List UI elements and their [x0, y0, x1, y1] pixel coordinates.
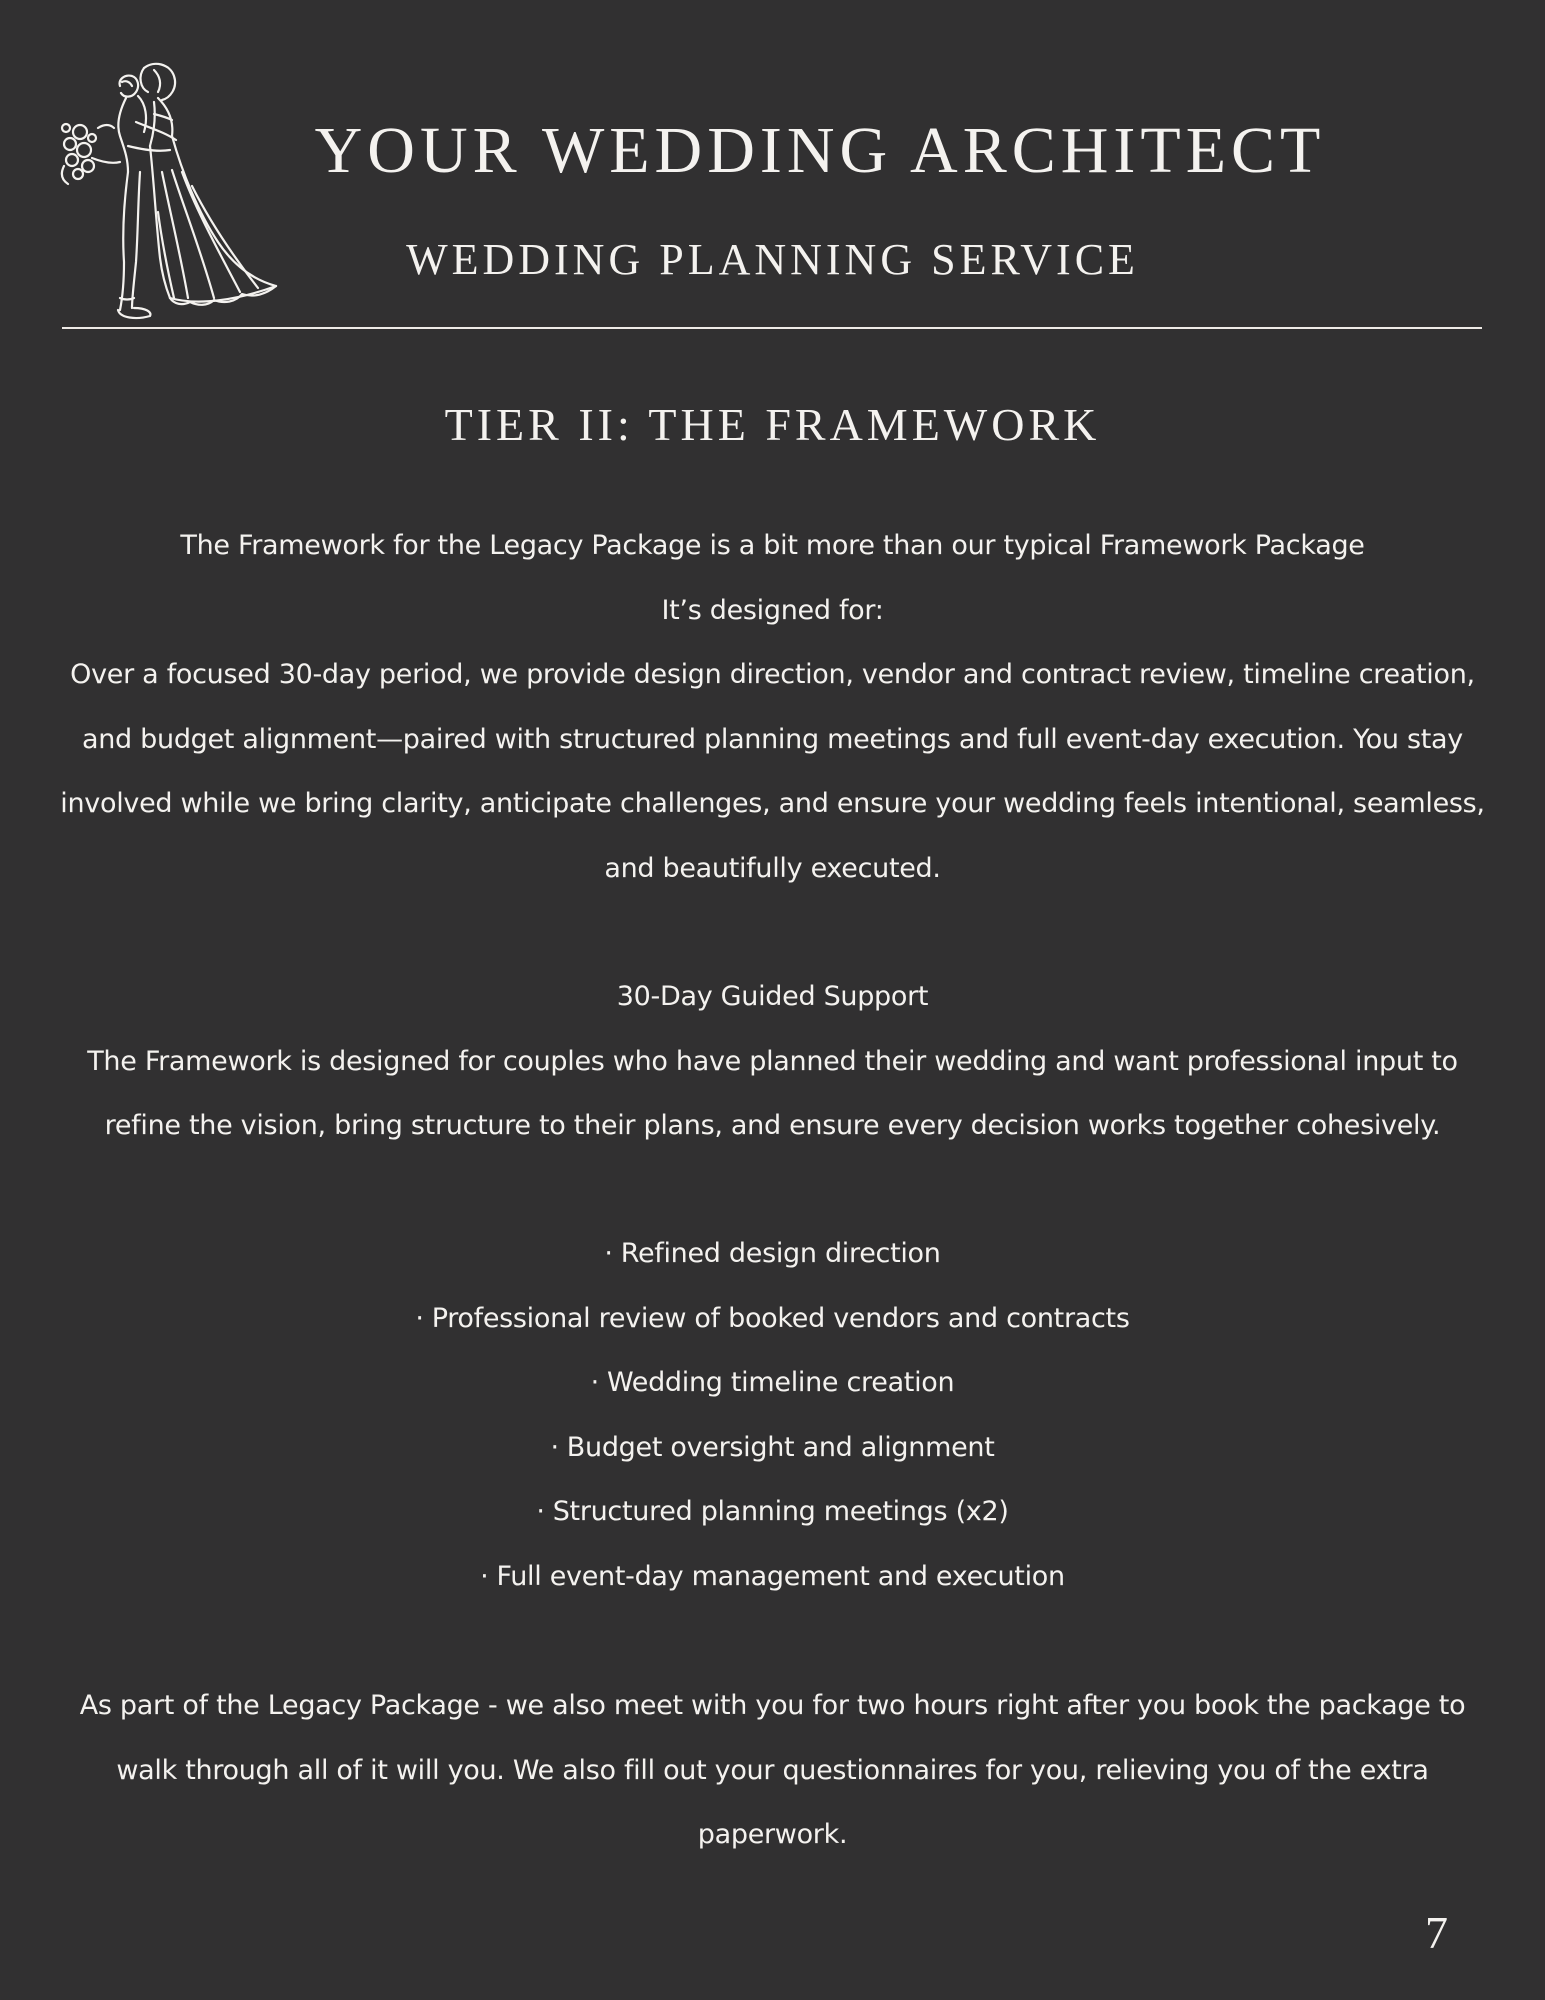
- intro-section: [55, 514, 1490, 901]
- brand-subtitle: WEDDING PLANNING SERVICE: [406, 235, 1139, 284]
- features-list: [55, 1222, 1490, 1609]
- list-item: [55, 1222, 1490, 1287]
- bullet: ·: [590, 1367, 599, 1398]
- bullet: ·: [550, 1431, 559, 1463]
- page-number: 7: [1425, 1907, 1448, 1958]
- feature-text: Professional review of booked vendors and contracts: [431, 1302, 1130, 1334]
- feature-text: Full event-day management and execution: [496, 1560, 1065, 1592]
- support-paragraph: The Framework is designed for couples who have planned their wedding and want professional input to refine the vision, bring structure to their plans, and ensure every decision works together cohesively.: [87, 1045, 1458, 1141]
- list-item: [55, 1416, 1490, 1481]
- intro-designed-for: It’s designed for:: [661, 594, 884, 626]
- feature-text: Refined design direction: [620, 1238, 941, 1269]
- bullet: ·: [604, 1238, 613, 1269]
- bullet: ·: [415, 1302, 424, 1334]
- feature-text: Budget oversight and alignment: [566, 1431, 995, 1463]
- bullet: ·: [536, 1496, 545, 1527]
- legacy-section: [55, 1674, 1490, 1868]
- list-item: [55, 1287, 1490, 1352]
- section-title: TIER II: THE FRAMEWORK: [444, 399, 1101, 450]
- header-divider: [62, 327, 1482, 329]
- intro-line: The Framework for the Legacy Package is a bit more than our typical Framework Package: [180, 530, 1365, 561]
- legacy-paragraph: As part of the Legacy Package - we also meet with you for two hours right after you book the package to walk through all of it will you. We also fill out your questionnaires for you, relieving you of the extra paperwork.: [79, 1690, 1466, 1850]
- list-item: [55, 1351, 1490, 1416]
- support-section: [55, 965, 1490, 1159]
- feature-text: Wedding timeline creation: [606, 1367, 955, 1398]
- features-section: [55, 1222, 1490, 1609]
- brand-title: YOUR WEDDING ARCHITECT: [314, 114, 1326, 187]
- support-heading: 30-Day Guided Support: [616, 981, 929, 1012]
- feature-text: Structured planning meetings (x2): [552, 1496, 1009, 1527]
- list-item: [55, 1480, 1490, 1545]
- list-item: [55, 1545, 1490, 1610]
- intro-paragraph: Over a focused 30-day period, we provide design direction, vendor and contract review, timeline creation, and budget alignment—paired with structured planning meetings and full event-day execution. You stay involved while we bring clarity, anticipate challenges, and ensure your wedding feels intentional, seamless, and beautifully executed.: [60, 659, 1485, 884]
- couple-embrace-illustration-icon: [58, 62, 298, 332]
- bullet: ·: [480, 1560, 489, 1592]
